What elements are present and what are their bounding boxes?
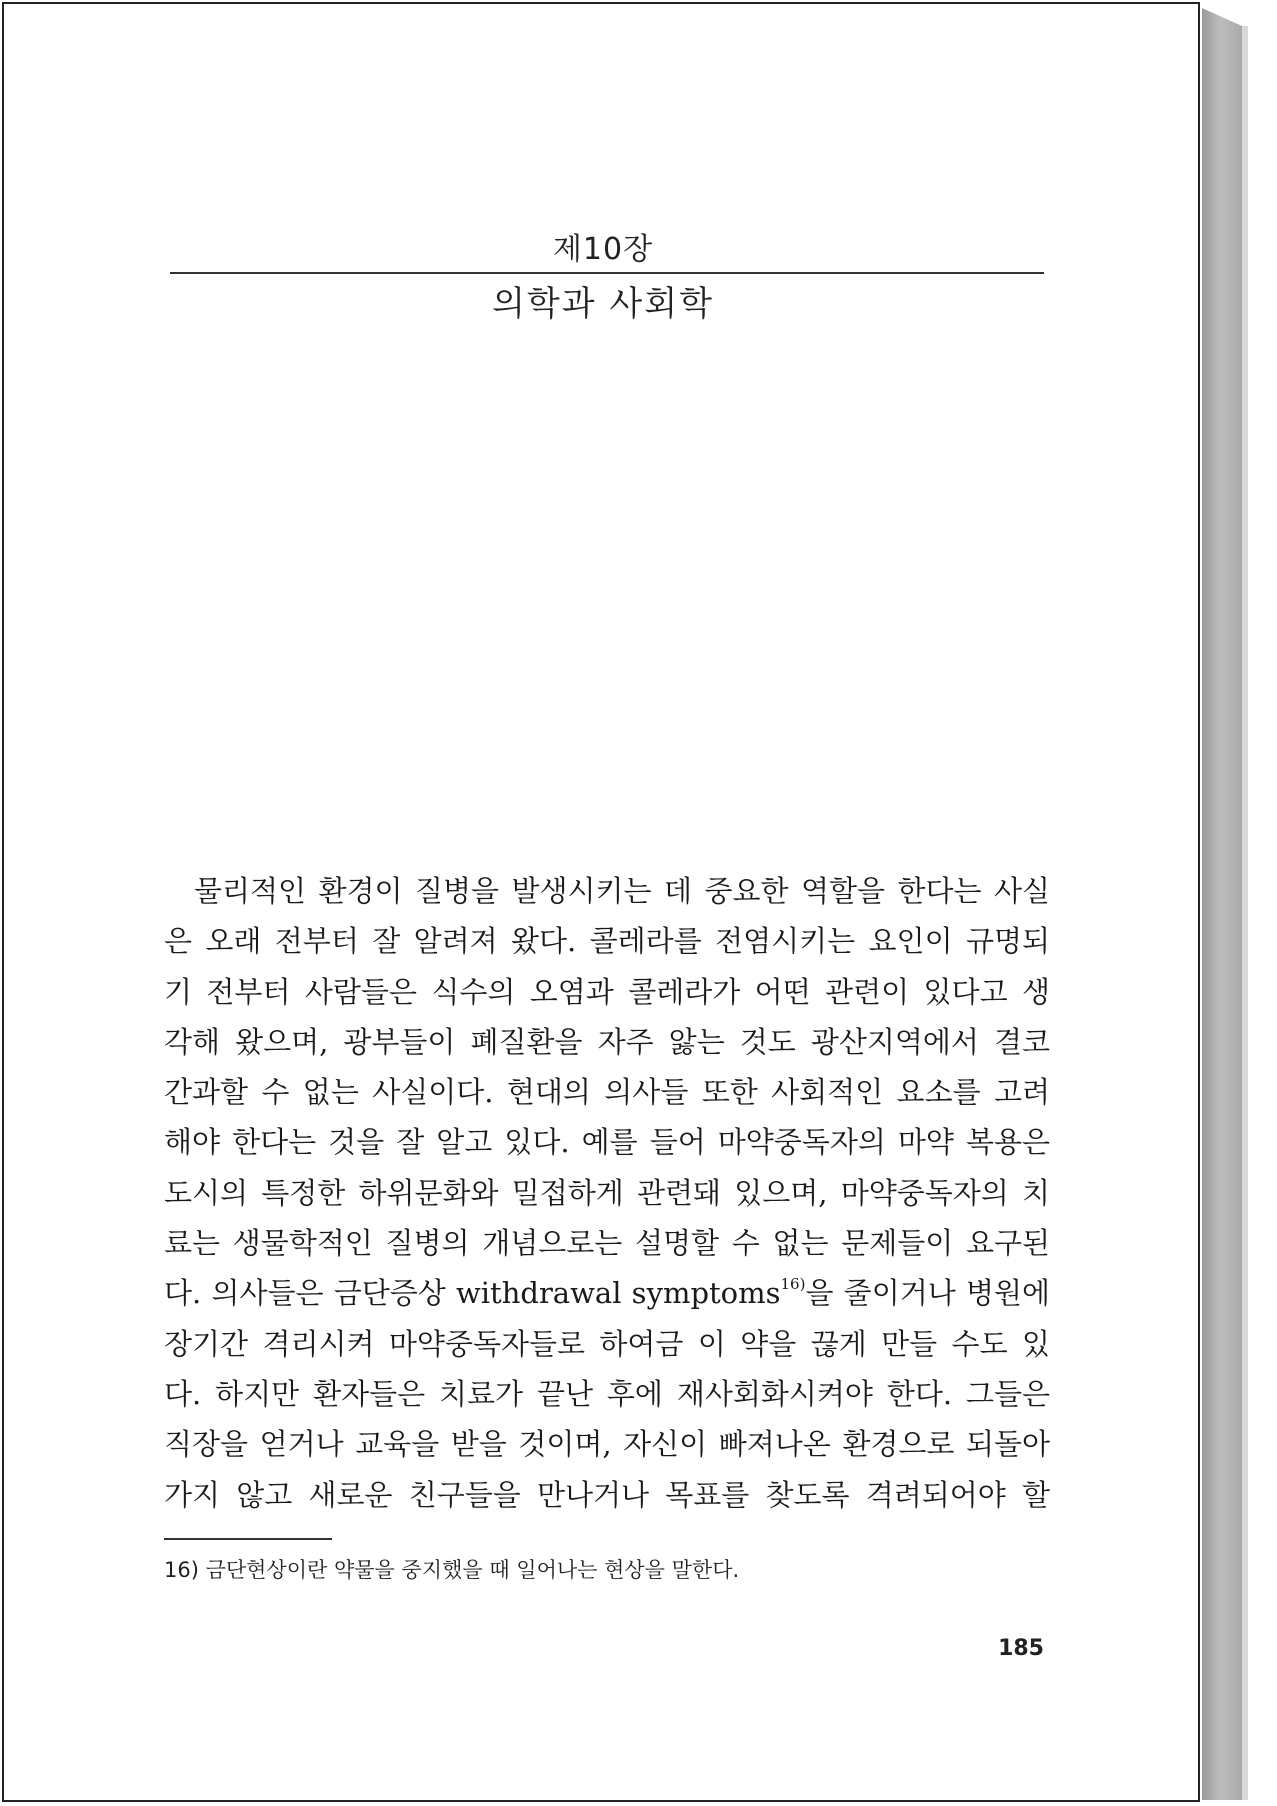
body-line-text: 을 줄이거나 병원에 [805,1276,1050,1311]
body-line: 도시의 특정한 하위문화와 밀접하게 관련돼 있으며, 마약중독자의 치 [164,1175,1050,1210]
page-stack-edge [1202,8,1242,1800]
body-line: 다. 하지만 환자들은 치료가 끝난 후에 재사회화시켜야 한다. 그들은 [164,1376,1050,1411]
chapter-label: 제10장 [552,232,654,267]
body-line: 기 전부터 사람들은 식수의 오염과 콜레라가 어떤 관련이 있다고 생 [164,974,1050,1009]
footnote-text: 16) 금단현상이란 약물을 중지했을 때 일어나는 현상을 말한다. [164,1558,740,1582]
body-line: 각해 왔으며, 광부들이 폐질환을 자주 앓는 것도 광산지역에서 결코 [164,1024,1050,1059]
body-line: 료는 생물학적인 질병의 개념으로는 설명할 수 없는 문제들이 요구된 [164,1226,1050,1261]
body-line: 해야 한다는 것을 잘 알고 있다. 예를 들어 마약중독자의 마약 복용은 [164,1125,1050,1160]
body-line-with-footnote [164,1268,1050,1318]
body-line: 직장을 얻거나 교육을 받을 것이며, 자신이 빠져나온 환경으로 되돌아 [164,1427,1050,1462]
body-line: 장기간 격리시켜 마약중독자들로 하여금 이 약을 끊게 만들 수도 있 [164,1326,1050,1361]
body-paragraph [164,866,1050,1520]
body-line: 간과할 수 없는 사실이다. 현대의 의사들 또한 사회적인 요소를 고려 [164,1075,1050,1110]
book-page [2,2,1200,1802]
body-line: 가지 않고 새로운 친구들을 만나거나 목표를 찾도록 격려되어야 할 [164,1477,1050,1512]
body-line: 은 오래 전부터 잘 알려져 왔다. 콜레라를 전염시키는 요인이 규명되 [164,924,1050,959]
chapter-title: 의학과 사회학 [492,284,714,324]
page-number: 185 [998,1636,1044,1661]
footnote-rule [164,1538,332,1540]
body-line-text: 다. 의사들은 금단증상 withdrawal symptoms [164,1276,781,1311]
page-edge-shadow [1242,26,1248,1800]
body-line: 물리적인 환경이 질병을 발생시키는 데 중요한 역할을 한다는 사실 [194,874,1050,908]
footnote-reference[interactable]: 16) [780,1275,806,1294]
chapter-rule [170,272,1044,274]
